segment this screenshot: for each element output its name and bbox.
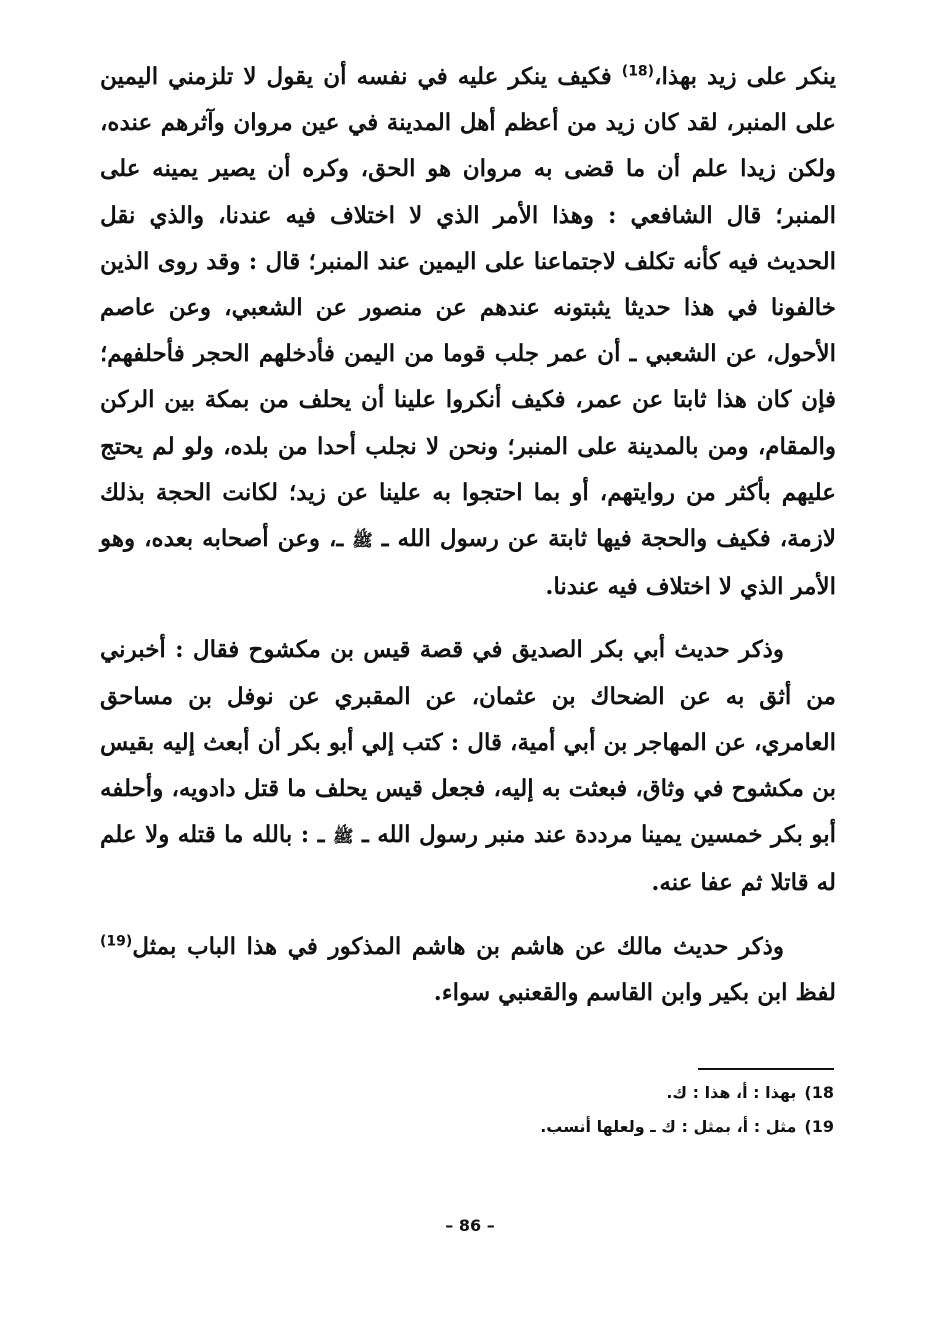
footnote-divider <box>698 1068 834 1070</box>
footnote-19 <box>334 1110 834 1144</box>
paragraph-1-part-3: ـ، وعن أصحابه بعده، وهو الأمر الذي لا اختلاف فيه عندنا. <box>100 525 836 601</box>
paragraph-2 <box>100 627 836 906</box>
footnote-text: مثل : أ، بمثل : ك ـ ولعلها أنسب. <box>540 1117 797 1136</box>
honorific-glyph: ﷺ <box>332 827 354 848</box>
page-number: – 86 – <box>445 1216 495 1235</box>
paragraph-1 <box>100 54 836 610</box>
footnote-ref-18: (18) <box>621 63 655 80</box>
footnotes <box>334 1076 834 1144</box>
footnote-number: 18) <box>804 1083 834 1102</box>
honorific-glyph: ﷺ <box>352 531 373 552</box>
paragraph-1-part-1: ينكر على زيد بهذا، <box>654 63 836 90</box>
paragraph-3-part-1: وذكر حديث مالك عن هاشم بن هاشم المذكور في هذا الباب بمثل <box>132 932 784 960</box>
footnote-18 <box>334 1076 834 1110</box>
paragraph-2-part-2: ـ : بالله ما قتله ولا علم له قاتلا ثم عفا عنه. <box>100 821 836 897</box>
footnote-number: 19) <box>804 1117 834 1136</box>
paragraph-1-part-2: فكيف ينكر عليه في نفسه أن يقول لا تلزمني اليمين على المنبر، لقد كان زيد من أعظم أهل المدينة في عين مروان وآثرهم عنده، ولكن زيدا علم أن ما قضى به مروان هو الحق، وكره أن يصير يمينه على المنبر؛ قال الشافعي : وهذا الأمر الذي لا اختلاف فيه عندنا، والذي نقل الحديث فيه كأنه تكلف لاجتماعنا على اليمين عند المنبر؛ قال : وقد روى الذين خالفونا في هذا حديثا يثبتونه عندهم عن منصور عن الشعبي، وعن عاصم الأحول، عن الشعبي ـ أن عمر جلب قوما من اليمن فأدخلهم الحجر فأحلفهم؛ فإن كان هذا ثابتا عن عمر، فكيف أنكروا علينا أن يحلف من بمكة بين الركن والمقام، ومن بالمدينة على المنبر؛ ونحن لا نجلب أحدا من بلده، ولو لم يحتج عليهم بأكثر من روايتهم، أو بما احتجوا به علينا عن زيد؛ لكانت الحجة بذلك لازمة، فكيف والحجة فيها ثابتة عن رسول الله ـ <box>100 63 836 553</box>
footnote-text: بهذا : أ، هذا : ك. <box>666 1083 797 1102</box>
paragraph-3-part-2: لفظ ابن بكير وابن القاسم والقعنبي سواء. <box>433 978 836 1006</box>
paragraph-2-part-1: وذكر حديث أبي بكر الصديق في قصة قيس بن مكشوح فقال : أخبرني من أثق به عن الضحاك بن عثمان، عن المقبري عن نوفل بن مساحق العامري، عن المهاجر بن أبي أمية، قال : كتب إلي أبو بكر أن أبعث إليه بقيس بن مكشوح في وثاق، فبعثت به إليه، فجعل قيس يحلف ما قتل دادويه، وأحلفه أبو بكر خمسين يمينا مرددة عند منبر رسول الله ـ <box>100 636 836 849</box>
footnote-ref-19: (19) <box>100 933 133 949</box>
main-text <box>100 54 836 1016</box>
paragraph-3 <box>100 924 836 1016</box>
